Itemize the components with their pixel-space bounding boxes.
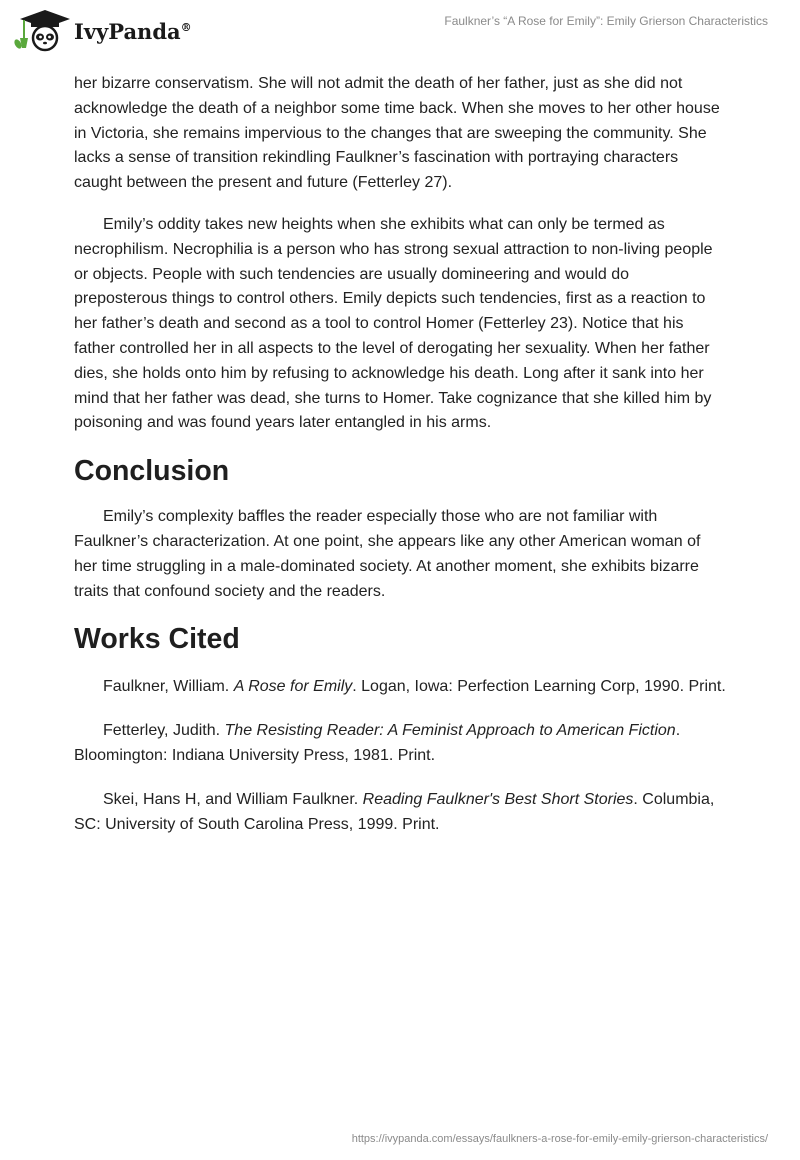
citation-title: The Resisting Reader: A Feminist Approach to American Fiction: [224, 722, 676, 740]
page-header: [0, 0, 800, 60]
conclusion-paragraph: Emily’s complexity baffles the reader especially those who are not familiar with Faulkner’s characterization. At one point, she appears like any other American woman of her time struggling in a male-dominated society. At another moment, she exhibits bizarre traits that confound society and the readers.: [74, 508, 701, 600]
citation-title: Reading Faulkner's Best Short Stories: [362, 790, 634, 808]
ivypanda-logo[interactable]: [14, 8, 192, 52]
brand-name: IvyPanda®: [74, 18, 192, 44]
conclusion-heading: Conclusion: [74, 455, 230, 488]
registered-mark: ®: [180, 20, 192, 34]
citation-item: Skei, Hans H, and William Faulkner. Reading Faulkner's Best Short Stories. Columbia, SC: University of South Carolina Press, 1999. Print.: [74, 790, 715, 833]
document-title: Faulkner’s “A Rose for Emily”: Emily Grierson Characteristics: [444, 14, 768, 28]
panda-graduate-icon: [14, 8, 70, 52]
body-paragraph: her bizarre conservatism. She will not admit the death of her father, just as she did not acknowledge the death of a neighbor some time back. When she moves to her other house in Victoria, she remains impervious to the changes that are sweeping the community. She lacks a sense of transition rekindling Faulkner’s fascination with portraying characters caught between the present and future (Fetterley 27).: [74, 75, 720, 192]
citation-title: A Rose for Emily: [233, 678, 353, 696]
essay-body: [74, 72, 726, 856]
body-paragraph: Emily’s oddity takes new heights when she exhibits what can only be termed as necrophilism. Necrophilia is a person who has strong sexual attraction to non-living people or objects. People with such tendencies are usually domineering and would do preposterous things to control others. Emily depicts such tendencies, first as a reaction to her father’s death and second as a tool to control Homer (Fetterley 23). Notice that his father controlled her in all aspects to the level of derogating her sexuality. When her father dies, she holds onto him by refusing to acknowledge his death. Long after it sank into her mind that her father was dead, she turns to Homer. Take cognizance that she killed him by poisoning and was found years later entangled in his arms.: [74, 215, 713, 432]
citation-item: Faulkner, William. A Rose for Emily. Logan, Iowa: Perfection Learning Corp, 1990. Print.: [103, 678, 726, 696]
works-cited-heading: Works Cited: [74, 623, 240, 656]
source-url-link[interactable]: https://ivypanda.com/essays/faulkners-a-rose-for-emily-emily-grierson-characteristics/: [351, 1133, 768, 1145]
citation-item: Fetterley, Judith. The Resisting Reader: A Feminist Approach to American Fiction. Bloomington: Indiana University Press, 1981. Print.: [74, 722, 681, 764]
